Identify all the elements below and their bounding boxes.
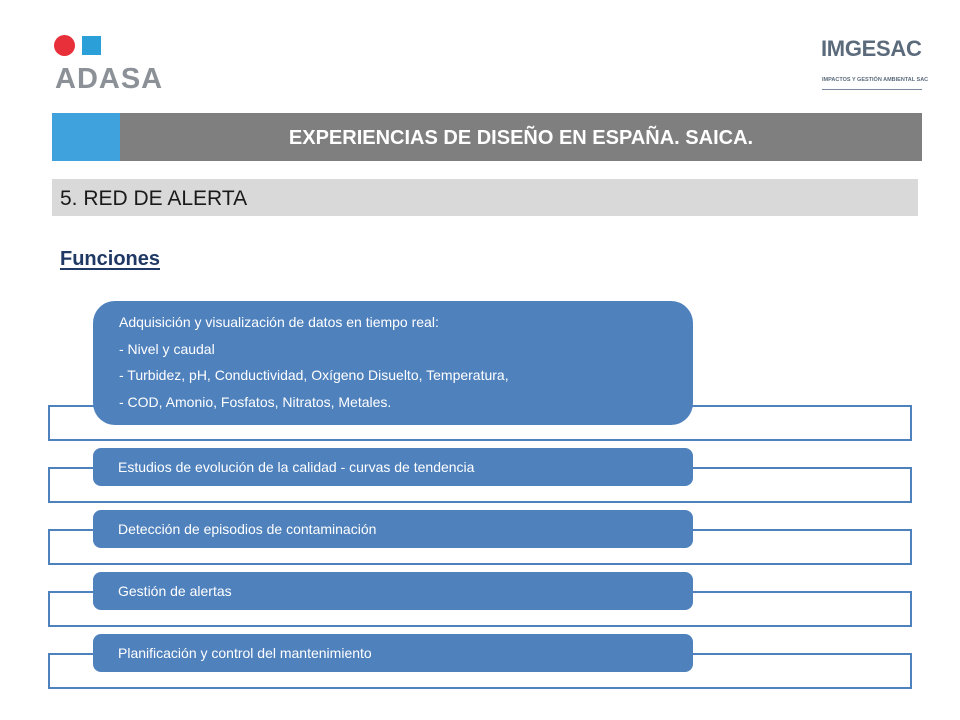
list-item-text: Adquisición y visualización de datos en tiempo real: xyxy=(119,314,439,330)
list-item-text: Planificación y control del mantenimiento xyxy=(118,645,372,661)
imgesac-logo-text: IMGESAC xyxy=(821,36,922,61)
list-item-text: Detección de episodios de contaminación xyxy=(118,521,377,537)
list-item-box xyxy=(93,572,693,610)
functions-heading: Funciones xyxy=(60,248,161,270)
adasa-logo-circle xyxy=(54,35,75,56)
list-item-box xyxy=(93,510,693,548)
list-item-text: - Nivel y caudal xyxy=(119,340,215,357)
list-item-text: - COD, Amonio, Fosfatos, Nitratos, Metales. xyxy=(119,394,392,411)
section-title: 5. RED DE ALERTA xyxy=(60,187,248,210)
list-item-box xyxy=(93,301,693,425)
adasa-logo-text: ADASA xyxy=(55,63,164,95)
list-item-text: - Turbidez, pH, Conductividad, Oxígeno Disuelto, Temperatura, xyxy=(119,367,509,384)
list-item-box xyxy=(93,634,693,672)
list-item-box xyxy=(93,448,693,486)
imgesac-logo-rule xyxy=(822,89,922,90)
list-item-text: Gestión de alertas xyxy=(118,583,232,599)
list-item-text: Estudios de evolución de la calidad - curvas de tendencia xyxy=(118,459,475,475)
title-accent-block xyxy=(52,113,120,161)
imgesac-logo-tagline: IMPACTOS Y GESTIÓN AMBIENTAL SAC xyxy=(822,77,929,83)
adasa-logo-square xyxy=(82,36,101,55)
slide-title: EXPERIENCIAS DE DISEÑO EN ESPAÑA. SAICA. xyxy=(288,127,754,149)
